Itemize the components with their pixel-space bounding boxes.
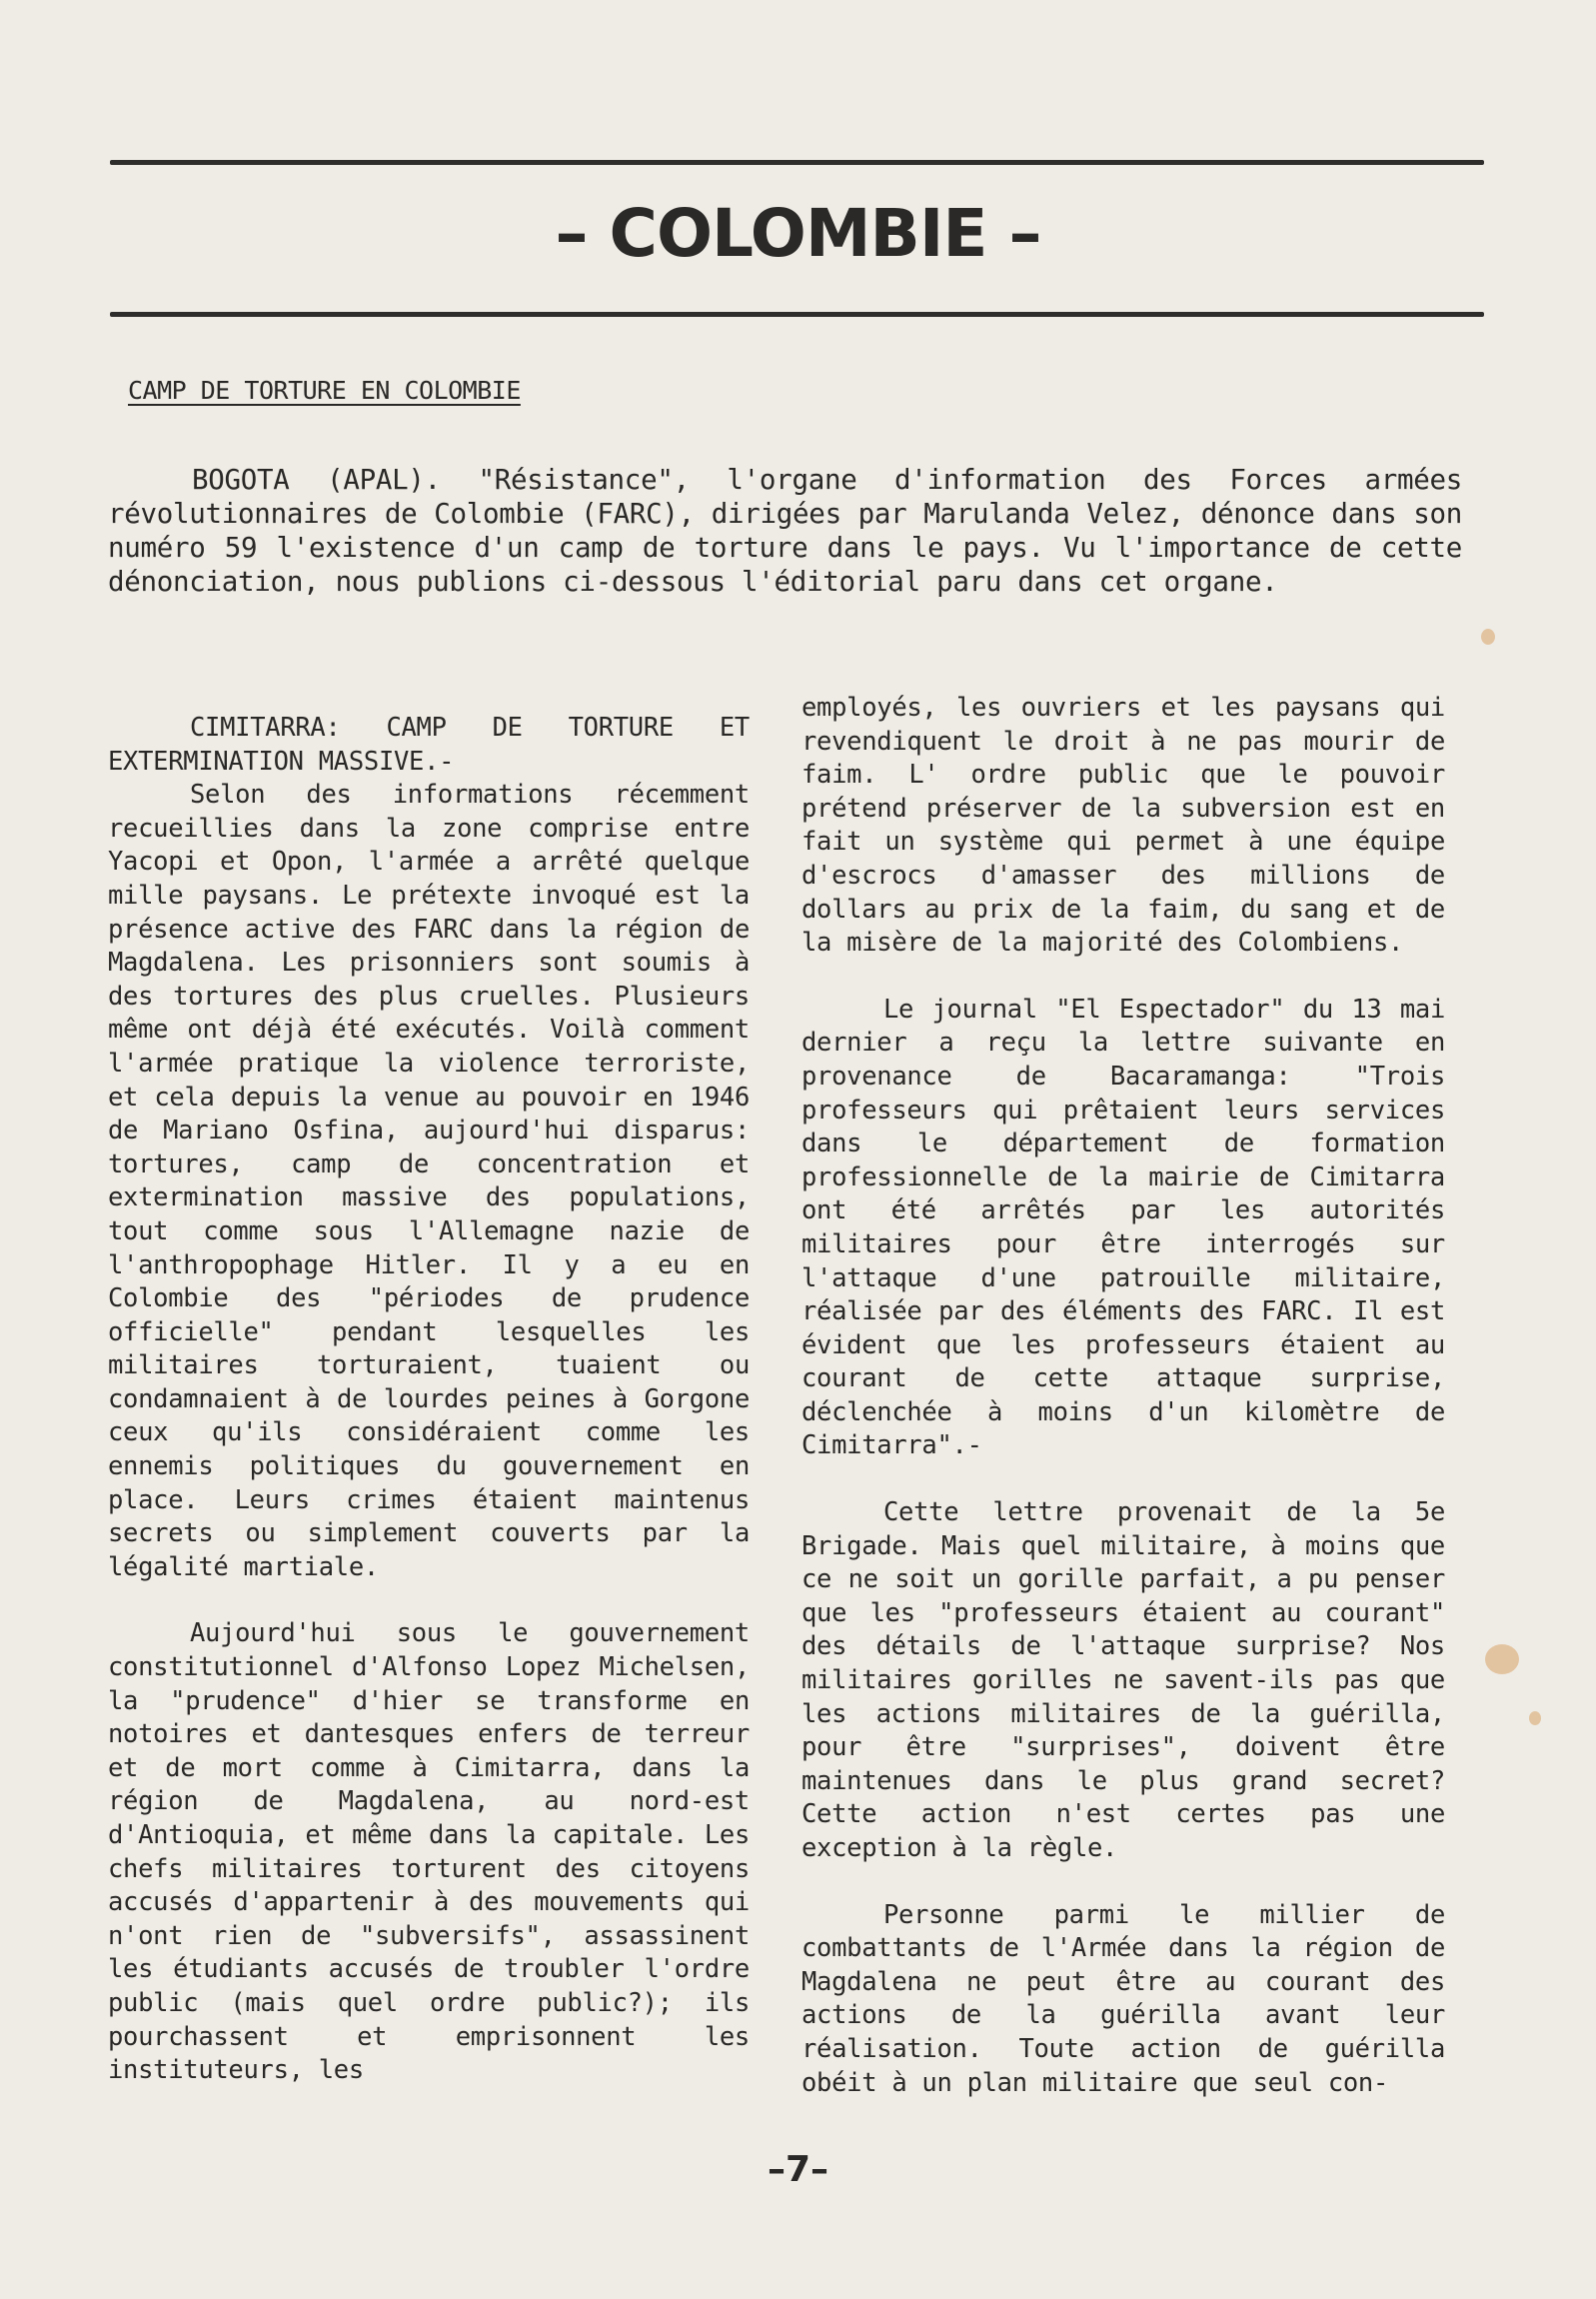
right-paragraph-3: Cette lettre provenait de la 5e Brigade. Mais quel militaire, à moins que ce ne soit un gorille parfait, a pu penser que les "professeurs étaient au courant" des détails de l'attaque surprise? Nos militaires gorilles ne savent-ils pas que les actions militaires de la guérilla, pour être "surprises", doivent être maintenues dans le plus grand secret? Cette action n'est certes pas une exception à la règle. xyxy=(801,1497,1445,1863)
article-subheading: CIMITARRA: CAMP DE TORTURE ET EXTERMINATION MASSIVE.- xyxy=(108,713,750,777)
right-paragraph-4: Personne parmi le millier de combattants de l'Armée dans la région de Magdalena ne peut être au courant des actions de la guérilla avant leur réalisation. Toute action de guérilla obéit à un plan militaire que seul con- xyxy=(801,1899,1445,2098)
section-heading: CAMP DE TORTURE EN COLOMBIE xyxy=(128,376,521,405)
paper-stain xyxy=(1529,1711,1541,1725)
left-paragraph-1: Selon des informations récemment recueillies dans la zone comprise entre Yacopi et Opon, l'armée a arrêté quelque mille paysans. Le prétexte invoqué est la présence active des FARC dans la région de Magdalena. Les prisonniers sont soumis à des tortures des plus cruelles. Plusieurs même ont déjà été exécutés. Voilà comment l'armée pratique la violence terroriste, et cela depuis la venue au pouvoir en 1946 de Mariano Osfina, aujourd'hui disparus: tortures, camp de concentration et extermination massive des populations, tout comme sous l'Allemagne nazie de l'anthropophage Hitler. Il y a eu en Colombie des "périodes de prudence officielle" pendant lesquelles les militaires torturaient, tuaient ou condamnaient à de lourdes peines à Gorgone ceux qu'ils considéraient comme les ennemis politiques du gouvernement en place. Leurs crimes étaient maintenus secrets ou simplement couverts par la légalité martiale. xyxy=(108,780,750,1582)
page-title: – COLOMBIE – xyxy=(555,195,1041,272)
paper-stain xyxy=(1481,629,1495,645)
intro-paragraph: BOGOTA (APAL). "Résistance", l'organe d'information des Forces armées révolutionnaires de Colombie (FARC), dirigées par Marulanda Velez, dénonce dans son numéro 59 l'existence d'un camp de torture dans le pays. Vu l'importance de cette dénonciation, nous publions ci-dessous l'éditorial paru dans cet organe. xyxy=(108,464,1462,598)
right-paragraph-2: Le journal "El Espectador" du 13 mai dernier a reçu la lettre suivante en provenance de Bacaramanga: "Trois professeurs qui prêtaient leurs services dans le département de formation professionnelle de la mairie de Cimitarra ont été arrêtés par les autorités militaires pour être interrogés sur l'attaque d'une patrouille militaire, réalisée par des éléments des FARC. Il est évident que les professeurs étaient au courant de cette attaque surprise, déclenchée à moins d'un kilomètre de Cimitarra".- xyxy=(801,994,1445,1461)
paper-stain xyxy=(1485,1644,1519,1674)
page-number: –7– xyxy=(767,2149,829,2190)
top-rule xyxy=(110,160,1484,165)
bottom-rule xyxy=(110,312,1484,317)
left-paragraph-2: Aujourd'hui sous le gouvernement constitutionnel d'Alfonso Lopez Michelsen, la "prudence" d'hier se transforme en notoires et dantesques enfers de terreur et de mort comme à Cimitarra, dans la région de Magdalena, au nord-est d'Antioquia, et même dans la capitale. Les chefs militaires torturent des citoyens accusés d'appartenir à des mouvements qui n'ont rien de "subversifs", assassinent les étudiants accusés de troubler l'ordre public (mais quel ordre public?); ils pourchassent et emprisonnent les instituteurs, les xyxy=(108,1618,750,2086)
left-column xyxy=(108,712,750,2088)
right-paragraph-1: employés, les ouvriers et les paysans qui revendiquent le droit à ne pas mourir de faim. L' ordre public que le pouvoir prétend préserver de la subversion est en fait un système qui permet à une équipe d'escrocs d'amasser des millions de dollars au prix de la faim, du sang et de la misère de la majorité des Colombiens. xyxy=(801,693,1445,959)
right-column xyxy=(801,692,1445,2100)
